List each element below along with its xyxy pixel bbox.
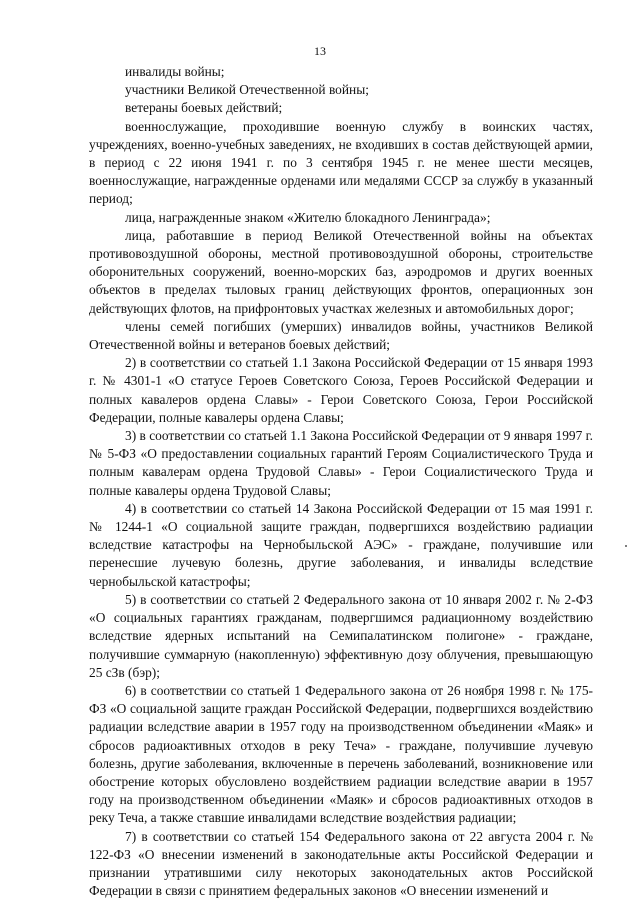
paragraph-family-members: члены семей погибших (умерших) инвалидов войны, участников Великой Отечественной войны и ветеранов боевых действий; [89, 318, 593, 353]
paragraph-leningrad-siege: лица, награжденные знаком «Жителю блокадного Ленинграда»; [125, 209, 491, 225]
paragraph-war-invalids: инвалиды войны; [125, 64, 225, 79]
paragraph-item-4: 4) в соответствии со статьей 14 Закона Российской Федерации от 15 мая 1991 г. № 1244-1 «О социальной защите граждан, подвергшихся воздействию радиации вследствие катастрофы на Чернобыльской АЭС» - граждане, получившие или перенесшие лучевую болезнь, другие заболевания, и инвалиды вследствие чернобыльской катастрофы; [89, 500, 593, 589]
paragraph-item-2: 2) в соответствии со статьей 1.1 Закона Российской Федерации от 15 января 1993 г. № 4301-1 «О статусе Героев Советского Союза, Героев Российской Федерации и полных кавалеров ордена Славы» - Герои Советского Союза, Герои Российской Федерации, полные кавалеры ордена Славы; [89, 355, 593, 425]
paragraph-servicemen: военнослужащие, проходившие военную службу в воинских частях, учреждениях, военно-учебных заведениях, не входивших в состав действующей армии, в период с 22 июня 1941 г. по 3 сентября 1945 г. не менее шести месяцев, военнослужащие, награжденные орденами или медалями СССР за службу в указанный период; [89, 118, 593, 207]
paragraph-combat-veterans: ветераны боевых действий; [125, 100, 283, 116]
paragraph-item-3: 3) в соответствии со статьей 1.1 Закона Российской Федерации от 9 января 1997 г. № 5-ФЗ «О предоставлении социальных гарантий Героям Социалистического Труда и полным кавалерам ордена Трудовой Славы» - Герои Социалистического Труда и полные кавалеры ордена Трудовой Славы; [89, 428, 593, 498]
scan-speck [625, 545, 627, 547]
paragraph-item-5: 5) в соответствии со статьей 2 Федерального закона от 10 января 2002 г. № 2-ФЗ «О социальных гарантиях гражданам, подвергшимся радиационному воздействию вследствие ядерных испытаний на Семипалатинском полигоне» - граждане, получившие суммарную (накопленную) эффективную дозу облучения, превышающую 25 сЗв (бэр); [89, 591, 593, 680]
paragraph-item-7: 7) в соответствии со статьей 154 Федерального закона от 22 августа 2004 г. № 122-ФЗ «О внесении изменений в законодательные акты Российской Федерации и признании утратившими силу некоторых законодательных актов Российской Федерации в связи с принятием федеральных законов «О внесении изменений и [89, 828, 593, 899]
paragraph-war-participants: участники Великой Отечественной войны; [125, 82, 369, 98]
paragraph-air-defense-workers: лица, работавшие в период Великой Отечественной войны на объектах противовоздушной обороны, местной противовоздушной обороны, строительстве оборонительных сооружений, военно-морских баз, аэродромов и других военных объектов в пределах тыловых границ действующих фронтов, операционных зон действующих флотов, на прифронтовых участках железных и автомобильных дорог; [89, 227, 593, 316]
document-body [89, 63, 593, 900]
page-number: 13 [314, 44, 326, 58]
paragraph-item-6: 6) в соответствии со статьей 1 Федерального закона от 26 ноября 1998 г. № 175-ФЗ «О социальной защите граждан Российской Федерации, подвергшихся воздействию радиации вследствие аварии в 1957 году на производственном объединении «Маяк» и сбросов радиоактивных отходов в реку Теча» - граждане, получившие лучевую болезнь, другие заболевания, включенные в перечень заболеваний, возникновение или обострение которых обусловлено воздействием радиации вследствие аварии в 1957 году на производственном объединении «Маяк» и сбросов радиоактивных отходов в реку Теча, а также ставшие инвалидами вследствие воздействия радиации; [89, 682, 593, 826]
